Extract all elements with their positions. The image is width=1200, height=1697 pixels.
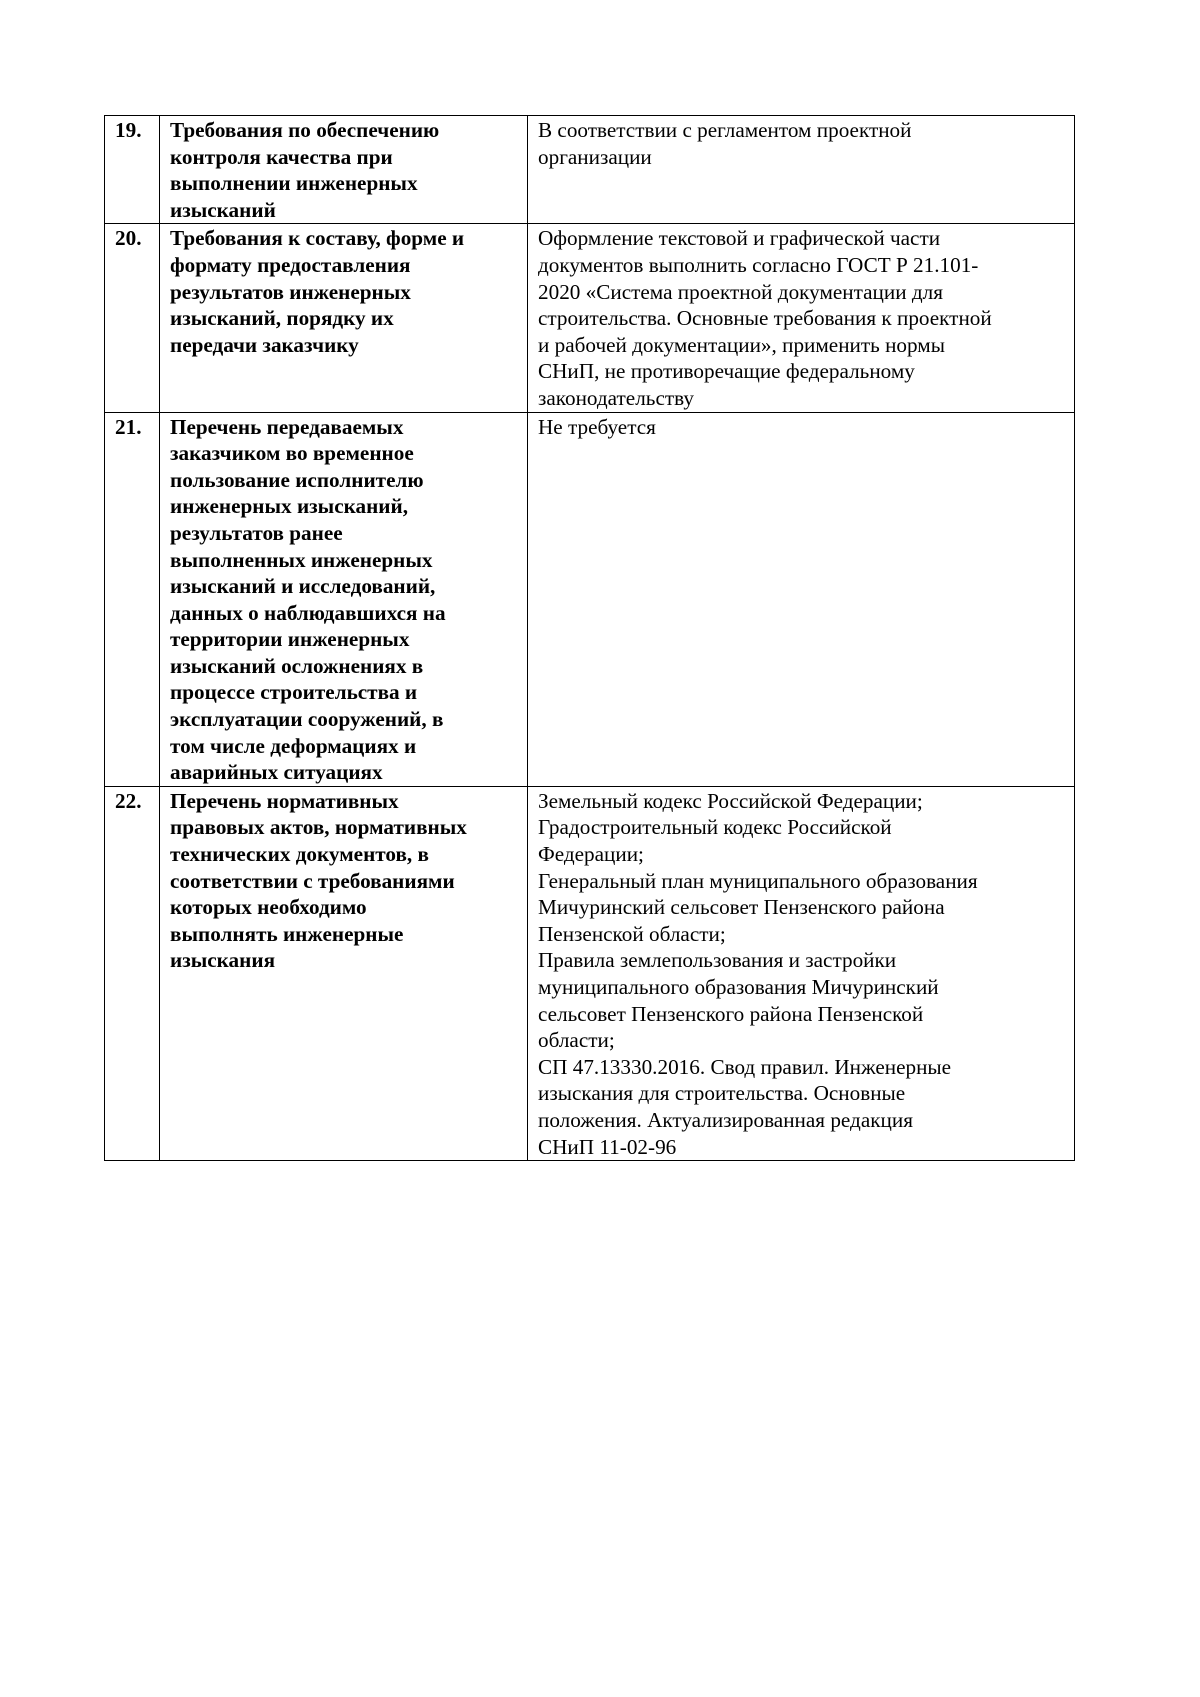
table-row: [105, 116, 1075, 224]
row-number: 22.: [105, 786, 160, 1160]
requirement-line: выполнять инженерные: [170, 921, 404, 946]
row-number: 20.: [105, 224, 160, 412]
value-cell: [528, 412, 1075, 786]
requirement-line: аварийных ситуациях: [170, 760, 383, 785]
requirement-line: выполненных инженерных: [170, 547, 433, 572]
value-line: муниципального образования Мичуринский: [538, 975, 939, 999]
requirement-line: результатов инженерных: [170, 279, 411, 304]
requirement-cell: [160, 224, 528, 412]
table-row: [105, 786, 1075, 1160]
requirement-line: изысканий осложнениях в: [170, 653, 424, 678]
value-line: Генеральный план муниципального образования: [538, 868, 978, 893]
value-line: Не требуется: [538, 414, 656, 439]
requirement-line: процессе строительства и: [170, 680, 418, 705]
value-line: СНиП 11-02-96: [538, 1134, 677, 1159]
value-line: области;: [538, 1028, 615, 1053]
requirement-line: изыскания: [170, 948, 276, 973]
value-line: Пензенской области;: [538, 921, 726, 946]
requirements-table: [104, 115, 1075, 1161]
requirement-line: эксплуатации сооружений, в: [170, 707, 444, 732]
row-number: 19.: [105, 116, 160, 224]
requirements-table-body: [105, 116, 1075, 1161]
requirement-line: Требования по обеспечению: [170, 118, 440, 142]
value-cell: [528, 224, 1075, 412]
value-line: документов выполнить согласно ГОСТ Р 21.101-: [538, 252, 979, 277]
requirement-line: территории инженерных: [170, 627, 410, 652]
value-line: СП 47.13330.2016. Свод правил. Инженерные: [538, 1054, 952, 1079]
value-line: Земельный кодекс Российской Федерации;: [538, 788, 923, 813]
value-line: Градостроительный кодекс Российской: [538, 815, 892, 840]
value-cell: [528, 786, 1075, 1160]
requirement-line: инженерных изысканий,: [170, 494, 409, 519]
table-row: [105, 412, 1075, 786]
value-cell: [528, 116, 1075, 224]
value-line: и рабочей документации», применить нормы: [538, 332, 945, 357]
requirement-line: изысканий и исследований,: [170, 574, 436, 599]
value-line: положения. Актуализированная редакция: [538, 1107, 913, 1132]
row-number: 21.: [105, 412, 160, 786]
requirement-line: правовых актов, нормативных: [170, 815, 467, 840]
value-line: изыскания для строительства. Основные: [538, 1081, 906, 1106]
requirement-line: данных о наблюдавшихся на: [170, 600, 446, 625]
value-line: сельсовет Пензенского района Пензенской: [538, 1001, 924, 1026]
requirement-line: результатов ранее: [170, 520, 343, 545]
requirement-line: изысканий, порядку их: [170, 306, 394, 331]
requirement-line: выполнении инженерных: [170, 171, 418, 196]
requirement-line: Требования к составу, форме и: [170, 226, 465, 251]
requirement-line: изысканий: [170, 197, 276, 222]
requirement-line: Перечень нормативных: [170, 788, 399, 813]
requirement-cell: [160, 412, 528, 786]
value-line: Правила землепользования и застройки: [538, 948, 897, 973]
requirement-line: заказчиком во временное: [170, 441, 414, 466]
requirement-line: которых необходимо: [170, 895, 367, 920]
value-line: СНиП, не противоречащие федеральному: [538, 359, 915, 384]
requirement-cell: [160, 786, 528, 1160]
value-line: организации: [538, 144, 652, 169]
requirement-line: Перечень передаваемых: [170, 414, 404, 439]
value-line: 2020 «Система проектной документации для: [538, 279, 943, 304]
value-line: Федерации;: [538, 842, 644, 867]
requirement-line: передачи заказчику: [170, 332, 359, 357]
requirement-cell: [160, 116, 528, 224]
value-line: строительства. Основные требования к проектной: [538, 306, 992, 331]
value-line: Мичуринский сельсовет Пензенского района: [538, 895, 945, 920]
requirement-line: пользование исполнителю: [170, 467, 424, 492]
requirement-line: технических документов, в: [170, 842, 429, 867]
requirement-line: контроля качества при: [170, 144, 393, 169]
value-line: законодательству: [538, 385, 694, 410]
requirement-line: том числе деформациях и: [170, 733, 417, 758]
requirement-line: соответствии с требованиями: [170, 868, 455, 893]
table-row: [105, 224, 1075, 412]
value-line: Оформление текстовой и графической части: [538, 226, 941, 251]
value-line: В соответствии с регламентом проектной: [538, 118, 912, 142]
requirement-line: формату предоставления: [170, 252, 411, 277]
